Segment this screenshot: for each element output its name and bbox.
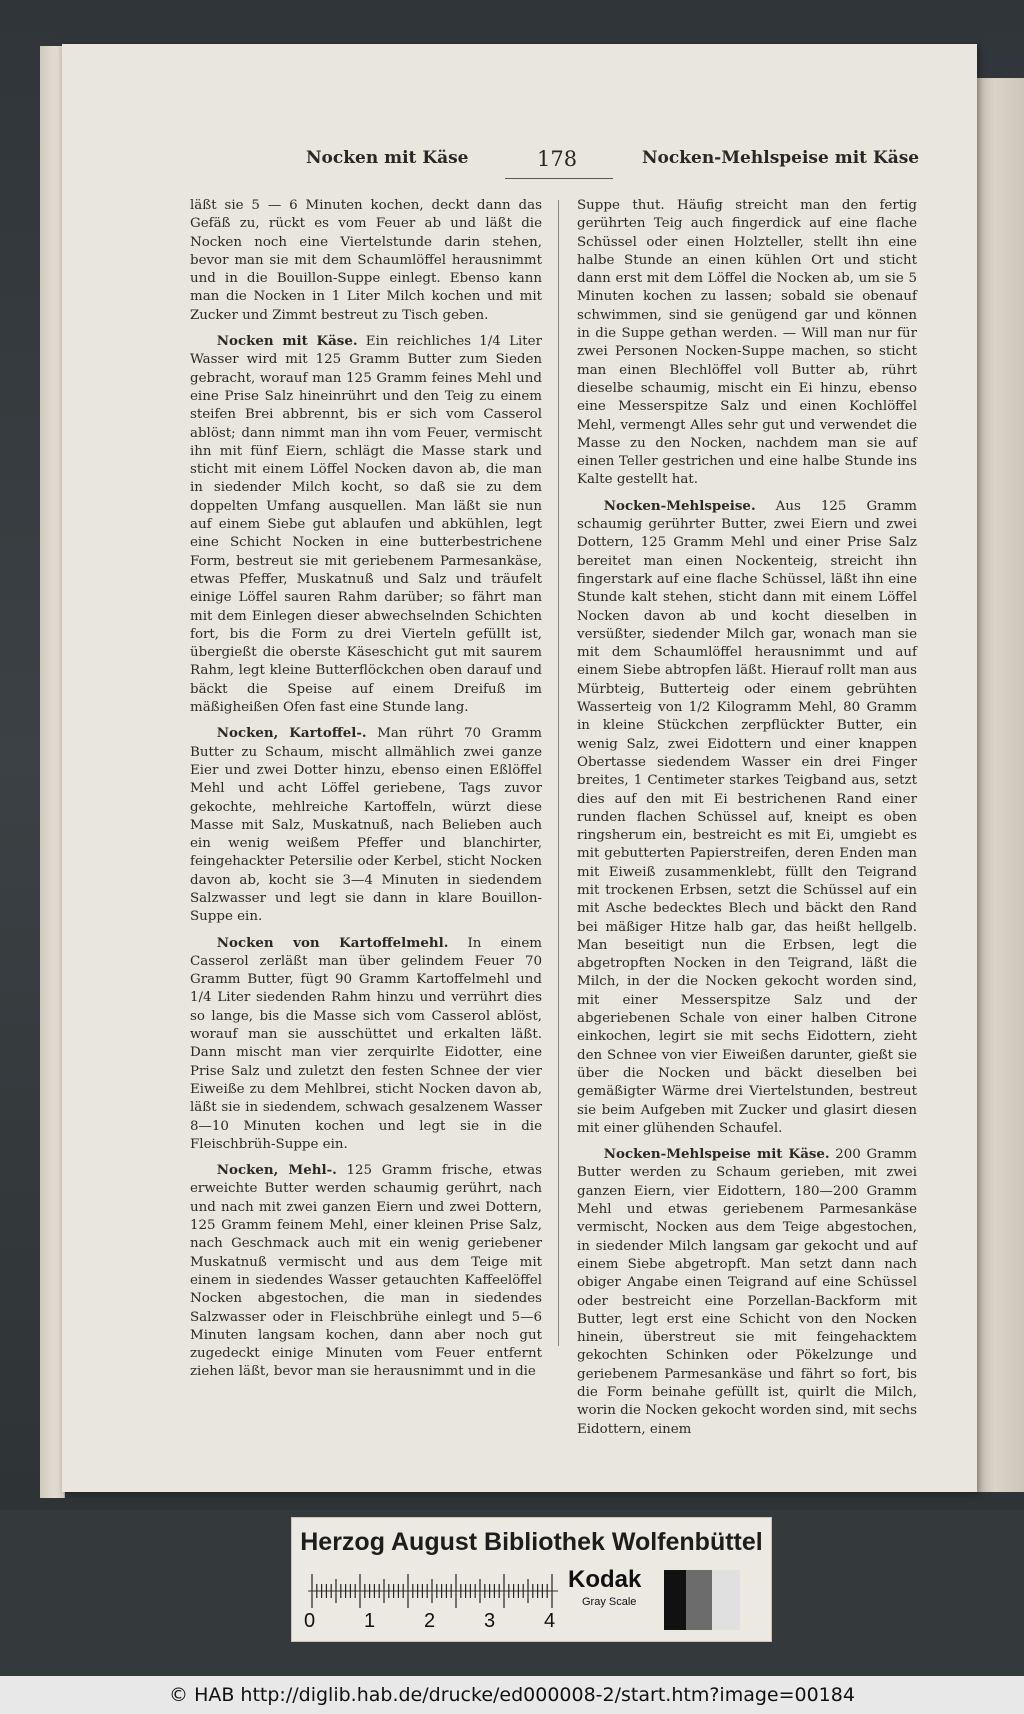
ruler-number: 4 [544, 1610, 556, 1632]
paragraph-text: Aus 125 Gramm schaumig gerührter Butter, zwei Eiern und zwei Dottern, 125 Gramm Mehl und einer Prise Salz bereitet man einen Nockenteig, streicht ihn fingerstark auf eine flache Schüssel, läßt ihn eine Stunde kalt stehen, sticht dann mit einem Löffel Nocken davon ab und kocht dieselben in versüßter, siedender Milch gar, wonach man sie mit dem Schaumlöffel herausnimmt und auf einem Siebe abtropfen läßt. Hierauf rollt man aus Mürbteig, Butterteig oder einem gebrühten Wasserteig von 1/2 Kilogramm Mehl, 80 Gramm in kleine Stückchen zerpflückter Butter, ein wenig Salz, zwei Eidottern und einer knappen Obertasse siedendem Wasser ein drei Finger breites, 1 Centimeter starkes Teigband aus, setzt dies auf den mit Ei bestrichenen Rand einer runden flachen Schüssel auf, kneipt es oben ringsherum ein, bestreicht es mit Ei, umgiebt es mit gebutterten Papierstreifen, deren Enden man mit Eiweiß zusammenklebt, füllt den Teigrand mit trockenen Erbsen, setzt die Schüssel auf ein mit Asche bedecktes Blech und bäckt den Rand bei mäßiger Hitze halb gar, das heißt hellgelb. Man beseitigt nun die Erbsen, legt die abgetropften Nocken in den Teigrand, läßt die Milch, in der die Nocken gekocht worden sind, mit einer Messerspitze Salz und der abgeriebenen Schale von einer halben Citrone einkochen, legirt sie mit sechs Eidottern, zieht den Schnee von vier Eiweißen darunter, gießt sie über die Nocken und bäckt dieselben bei gemäßigter Wärme drei Viertelstunden, bestreut sie beim Aufgeben mit Zucker und glasirt diesen mit einer glühenden Schaufel. [577, 498, 917, 1136]
paragraph [190, 1161, 542, 1382]
gray-swatch [686, 1570, 712, 1630]
paragraph [577, 497, 917, 1138]
paragraph-text: Man rührt 70 Gramm Butter zu Schaum, mischt allmählich zwei ganze Eier und zwei Dotter hinzu, ebenso einen Eßlöffel Mehl und acht Löffel geriebene, Tags zuvor gekochte, mehlreiche Kartoffeln, würzt diese Masse mit Salz, Muskatnuß, nach Belieben auch ein wenig weißem Pfeffer und blanchirter, feingehackter Petersilie oder Kerbel, sticht Nocken davon ab, kocht sie 3—4 Minuten in siedendem Salzwasser und legt sie dann in klare Bouillon-Suppe ein. [190, 726, 542, 925]
running-head-left: Nocken mit Käse [306, 148, 469, 168]
ruler-number: 1 [364, 1610, 376, 1632]
paragraph [577, 196, 917, 490]
library-title: Herzog August Bibliothek Wolfenbüttel [300, 1528, 763, 1556]
recipe-heading: Nocken, Mehl-. [216, 1162, 337, 1179]
black-swatch [664, 1570, 686, 1630]
recipe-heading: Nocken-Mehlspeise mit Käse. [603, 1146, 830, 1163]
paragraph-text: Suppe thut. Häufig streicht man den fertig gerührten Teig auch fingerdick auf eine flache Schüssel oder einen Holzteller, stellt ihn eine halbe Stunde an einen kühlen Ort und sticht dann erst mit dem Löffel die Nocken ab, um sie 5 Minuten kochen zu lassen; sobald sie obenauf schwimmen, sind sie genügend gar und können in die Suppe gethan werden. — Will man nur für zwei Personen Nocken-Suppe machen, so sticht man einen Blechlöffel voll Butter ab, rührt dieselbe schaumig, mischt ein Ei hinzu, ebenso eine Messerspitze Salz und einen Kochlöffel Mehl, vermengt Alles sehr gut und verwendet die Masse zu den Nocken, nachdem man sie auf einen Teller gestrichen und eine halbe Stunde ins Kalte gestellt hat. [577, 198, 917, 488]
paragraph [577, 1145, 917, 1439]
recipe-heading: Nocken-Mehlspeise. [603, 497, 756, 514]
recipe-heading: Nocken, Kartoffel-. [216, 725, 367, 742]
running-head-right: Nocken-Mehlspeise mit Käse [642, 148, 920, 168]
right-column [577, 196, 917, 1439]
gray-scale-label: Gray Scale [582, 1596, 637, 1608]
paragraph-text: läßt sie 5 — 6 Minuten kochen, deckt dann das Gefäß zu, rückt es vom Feuer ab und läßt die Nocken noch eine Viertelstunde darin stehen, bevor man sie mit dem Schaumlöffel herausnimmt und in die Bouillon-Suppe einlegt. Ebenso kann man die Nocken in 1 Liter Milch kochen und mit Zucker und Zimmt bestreut zu Tisch geben. [190, 198, 542, 323]
column-divider [558, 200, 559, 1346]
ruler-scale [308, 1574, 558, 1608]
ruler-number: 3 [484, 1610, 496, 1632]
paragraph [190, 724, 542, 926]
recipe-heading: Nocken mit Käse. [216, 333, 358, 350]
white-swatch [712, 1570, 740, 1630]
ruler-number: 0 [304, 1610, 316, 1632]
kodak-logo: Kodak [568, 1566, 642, 1593]
paragraph-text: In einem Casserol zerläßt man über gelindem Feuer 70 Gramm Butter, fügt 90 Gramm Kartoffelmehl und 1/4 Liter siedenden Rahm hinzu und verrührt dies so lange, bis die Masse sich vom Casserol ablöst, worauf man sie ausschüttet und erkalten läßt. Dann mischt man vier zerquirlte Eidotter, eine Prise Salz und zuletzt den festen Schnee der vier Eiweiße zu dem Mehlbrei, sticht Nocken davon ab, läßt sie in siedendem, schwach gesalzenem Wasser 8—10 Minuten kochen und legt sie in die Fleischbrüh-Suppe ein. [190, 935, 542, 1152]
paragraph [190, 196, 542, 325]
paragraph [190, 934, 542, 1155]
page-number: 178 [537, 147, 578, 171]
page-edge-right [975, 78, 1024, 1492]
paragraph [190, 332, 542, 717]
color-target-card [291, 1517, 772, 1642]
paragraph-text: Ein reichliches 1/4 Liter Wasser wird mit 125 Gramm Butter zum Sieden gebracht, worauf man 125 Gramm feines Mehl und eine Prise Salz hineinrührt und den Teig zu einem steifen Brei abbrennt, bis er sich vom Casserol ablöst; dann nimmt man ihn vom Feuer, vermischt ihn mit fünf Eiern, schlägt die Masse stark und sticht mit einem Löffel Nocken davon ab, die man in siedender Milch kocht, so daß sie zu dem doppelten Umfang ausquellen. Man läßt sie nun auf einem Siebe gut ablaufen und abkühlen, legt eine Schicht Nocken in eine butterbestrichene Form, bestreut sie mit geriebenem Parmesankäse, etwas Pfeffer, Muskatnuß und Salz und träufelt einige Löffel sauren Rahm darüber; so fährt man mit dem Einlegen dieser abwechselnden Schichten fort, bis die Form zu drei Vierteln gefüllt ist, übergießt die oberste Käseschicht gut mit saurem Rahm, legt kleine Butterflöckchen oben darauf und bäckt die Speise auf einem Dreifuß im mäßigheißen Ofen fast eine Stunde lang. [190, 334, 542, 716]
recipe-heading: Nocken von Kartoffelmehl. [216, 934, 449, 951]
ruler-numbers [304, 1610, 564, 1634]
paragraph-text: 125 Gramm frische, etwas erweichte Butter werden schaumig gerührt, nach und nach mit zwei ganzen Eiern und zwei Dottern, 125 Gramm feinem Mehl, einer kleinen Prise Salz, nach Geschmack auch mit ein wenig geriebener Muskatnuß vermischt und aus dem Teige mit einem in siedendes Wasser getauchten Kaffeelöffel Nocken abgestochen, die man in siedendes Salzwasser oder in Fleischbrühe einlegt und 5—6 Minuten langsam kochen, dann aber noch gut zugedeckt einige Minuten vom Feuer entfernt ziehen läßt, bevor man sie herausnimmt und in die [190, 1163, 542, 1380]
copyright-url: © HAB http://diglib.hab.de/drucke/ed000008-2/start.htm?image=00184 [169, 1684, 855, 1706]
ruler-number: 2 [424, 1610, 436, 1632]
header-rule [505, 178, 613, 179]
paragraph-text: 200 Gramm Butter werden zu Schaum gerieben, mit zwei ganzen Eiern, vier Eidottern, 180—200 Gramm Mehl und etwas geriebenem Parmesankäse vermischt, Nocken aus dem Teige abgestochen, in siedender Milch langsam gar gekocht und auf einem Siebe abgetropft. Man setzt dann nach obiger Angabe einen Teigrand auf eine Schüssel oder bestreicht eine Porzellan-Backform mit Butter, legt erst eine Schicht von den Nocken hinein, überstreut sie mit feingehacktem gekochten Schinken oder Pökelzunge und geriebenem Parmesankäse und fährt so fort, bis die Form beinahe gefüllt ist, quirlt die Milch, worin die Nocken gekocht worden sind, mit sechs Eidottern, einem [577, 1147, 917, 1437]
left-column [190, 196, 542, 1382]
